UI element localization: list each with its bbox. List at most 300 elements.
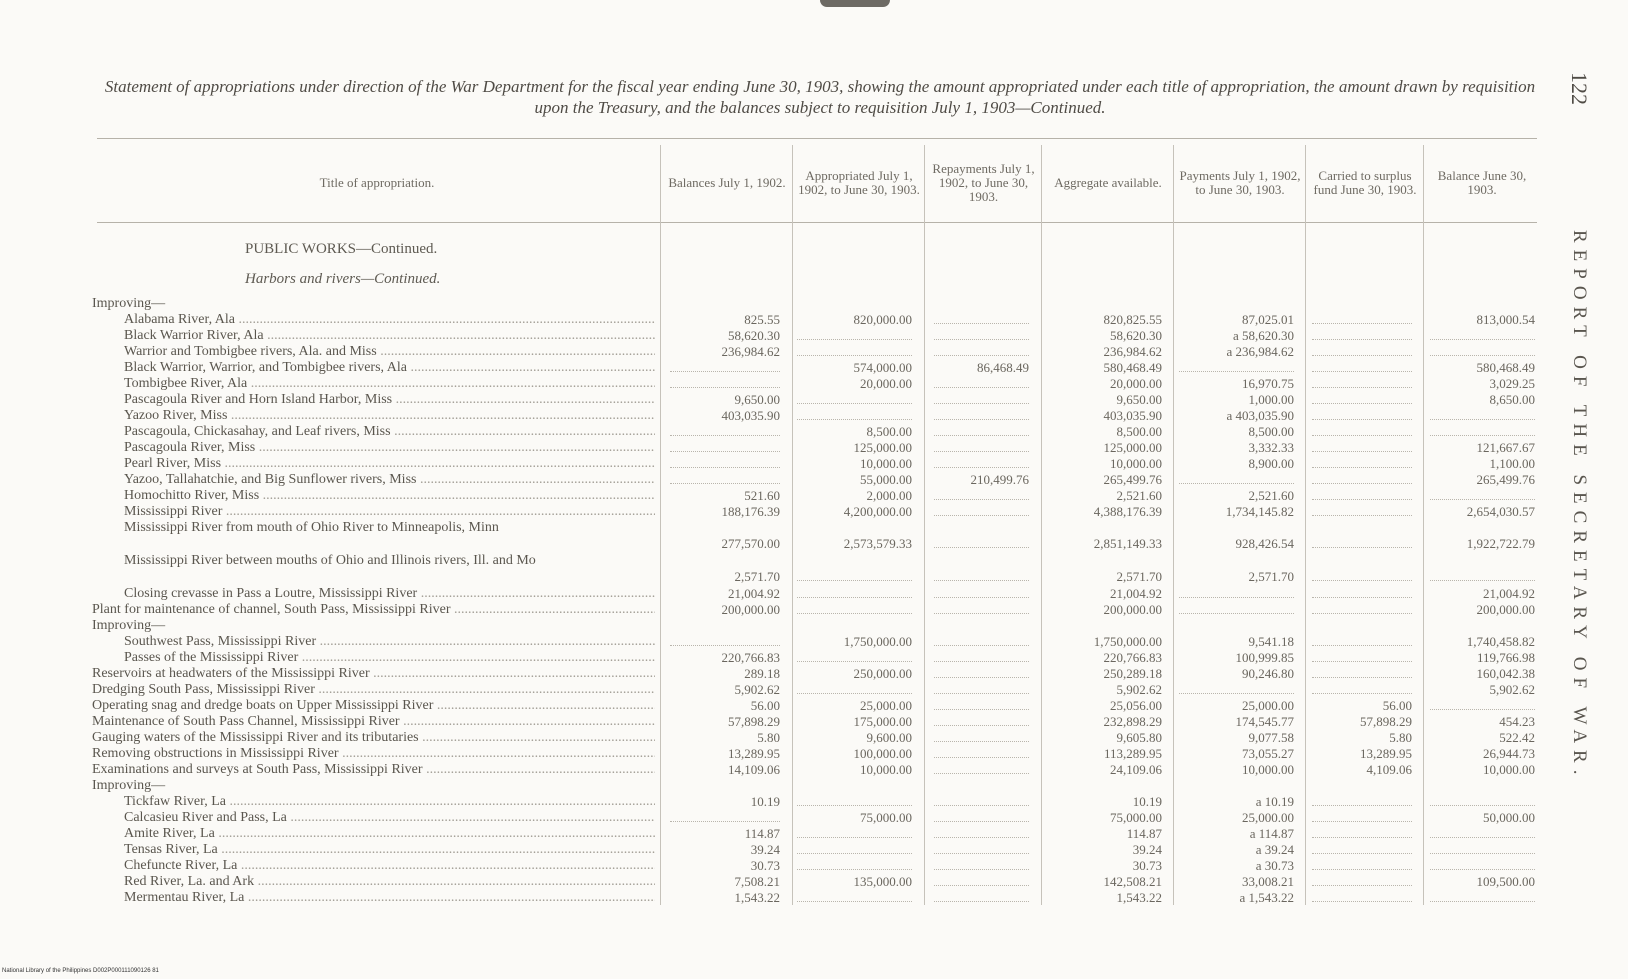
cell-col-7 — [1430, 858, 1535, 870]
cell-col-6 — [1312, 360, 1412, 372]
cell-col-5: 174,545.77 — [1235, 714, 1294, 729]
header-appropriated: Appropriated July 1, 1902, to June 30, 1903. — [798, 168, 920, 197]
cell-col-5: a 1,543.22 — [1239, 890, 1294, 905]
cell-col-4: 75,000.00 — [1110, 810, 1162, 825]
cell-col-7: 265,499.76 — [1476, 472, 1535, 487]
header-payments: Payments July 1, 1902, to June 30, 1903. — [1179, 168, 1301, 197]
cell-col-2: 25,000.00 — [860, 698, 912, 713]
row-title: Yazoo River, Miss ..... — [124, 408, 655, 424]
cell-col-6 — [1312, 536, 1412, 548]
table-row — [0, 553, 1540, 585]
cell-col-4: 1,543.22 — [1116, 890, 1162, 905]
cell-col-3 — [934, 602, 1029, 614]
cell-col-2: 10,000.00 — [860, 762, 912, 777]
cell-col-2 — [797, 602, 912, 614]
cell-col-5 — [1179, 360, 1294, 372]
header-aggregate: Aggregate available. — [1054, 175, 1162, 190]
cell-col-6: 13,289.95 — [1360, 746, 1412, 761]
cell-col-5: 8,500.00 — [1248, 424, 1294, 439]
table-row — [0, 762, 1540, 778]
cell-col-7: 10,000.00 — [1483, 762, 1535, 777]
cell-col-1: 825.55 — [744, 312, 780, 327]
table-row — [0, 698, 1540, 714]
cell-col-5: 3,332.33 — [1248, 440, 1294, 455]
row-title: Improving— — [92, 618, 166, 633]
cell-col-3 — [934, 730, 1029, 742]
cell-col-6 — [1312, 682, 1412, 694]
cell-col-5 — [1179, 586, 1294, 598]
cell-col-4: 10.19 — [1132, 794, 1162, 809]
cell-col-4: 236,984.62 — [1103, 344, 1162, 359]
cell-col-6 — [1312, 408, 1412, 420]
table-row — [0, 440, 1540, 456]
cell-col-7: 454.23 — [1499, 714, 1535, 729]
cell-col-3: 86,468.49 — [977, 360, 1029, 375]
cell-col-3 — [934, 344, 1029, 356]
cell-col-4: 403,035.90 — [1103, 408, 1162, 423]
cell-col-7: 522.42 — [1499, 730, 1535, 745]
cell-col-7: 200,000.00 — [1476, 602, 1535, 617]
section-heading: PUBLIC WORKS—Continued. — [245, 241, 438, 257]
table-row — [0, 842, 1540, 858]
cell-col-6 — [1312, 376, 1412, 388]
row-title: Pearl River, Miss ..... — [124, 456, 655, 472]
cell-col-4: 265,499.76 — [1103, 472, 1162, 487]
cell-col-1: 277,570.00 — [721, 536, 780, 551]
cell-col-2 — [797, 858, 912, 870]
table-row — [0, 874, 1540, 890]
header-surplus: Carried to surplus fund June 30, 1903. — [1313, 168, 1417, 197]
cell-col-4: 21,004.92 — [1110, 586, 1162, 601]
cell-col-3 — [934, 586, 1029, 598]
table-row — [0, 408, 1540, 424]
cell-col-2 — [797, 826, 912, 838]
table-caption: Statement of appropriations under direction of the War Department for the fiscal year ending June 30, 1903, showing the amount appropriated under each title of appropriation, the amount drawn by requisition upon the Treasury, and the balances subject to requisition July 1, 1903—Continued. — [104, 77, 1536, 117]
cell-col-4: 8,500.00 — [1116, 424, 1162, 439]
table-row — [0, 794, 1540, 810]
cell-col-2: 9,600.00 — [866, 730, 912, 745]
cell-col-5: a 403,035.90 — [1226, 408, 1294, 423]
cell-col-5: 87,025.01 — [1242, 312, 1294, 327]
cell-col-7: 109,500.00 — [1476, 874, 1535, 889]
cell-col-1 — [670, 456, 780, 468]
table-row — [0, 360, 1540, 376]
row-title: Reservoirs at headwaters of the Mississippi River ..... — [92, 666, 655, 682]
row-title: Pascagoula River, Miss ..... — [124, 440, 655, 456]
cell-col-2: 250,000.00 — [853, 666, 912, 681]
cell-col-7 — [1430, 408, 1535, 420]
cell-col-5: a 114.87 — [1249, 826, 1294, 841]
cell-col-6 — [1312, 488, 1412, 500]
cell-col-7: 121,667.67 — [1476, 440, 1535, 455]
table-row — [0, 312, 1540, 328]
cell-col-3 — [934, 456, 1029, 468]
cell-col-2: 574,000.00 — [853, 360, 912, 375]
cell-col-3 — [934, 890, 1029, 902]
cell-col-1: 5.80 — [757, 730, 780, 745]
cell-col-5: 73,055.27 — [1242, 746, 1294, 761]
cell-col-7 — [1430, 569, 1535, 581]
cell-col-5: 9,541.18 — [1248, 634, 1294, 649]
cell-col-2: 135,000.00 — [853, 874, 912, 889]
cell-col-1: 188,176.39 — [721, 504, 780, 519]
cell-col-4: 220,766.83 — [1103, 650, 1162, 665]
cell-col-2: 820,000.00 — [853, 312, 912, 327]
cell-col-3 — [934, 408, 1029, 420]
cell-col-5: a 10.19 — [1255, 794, 1294, 809]
table-row — [0, 586, 1540, 602]
cell-col-3 — [934, 682, 1029, 694]
cell-col-1: 39.24 — [750, 842, 780, 857]
cell-col-4: 232,898.29 — [1103, 714, 1162, 729]
cell-col-6 — [1312, 602, 1412, 614]
header-bottom-rule — [97, 222, 1537, 223]
cell-col-1: 220,766.83 — [721, 650, 780, 665]
cell-col-3 — [934, 762, 1029, 774]
cell-col-7: 5,902.62 — [1489, 682, 1535, 697]
row-title: Dredging South Pass, Mississippi River ..... — [92, 682, 655, 698]
table-row — [0, 666, 1540, 682]
row-title: Yazoo, Tallahatchie, and Big Sunflower rivers, Miss ..... — [124, 472, 655, 488]
cell-col-3 — [934, 440, 1029, 452]
cell-col-7: 3,029.25 — [1489, 376, 1535, 391]
cell-col-5: 25,000.00 — [1242, 810, 1294, 825]
cell-col-5: a 30.73 — [1255, 858, 1294, 873]
table-row — [0, 634, 1540, 650]
cell-col-3 — [934, 714, 1029, 726]
cell-col-1: 13,289.95 — [728, 746, 780, 761]
table-row — [0, 456, 1540, 472]
cell-col-1: 114.87 — [744, 826, 780, 841]
cell-col-7: 1,922,722.79 — [1466, 536, 1535, 551]
cell-col-2: 75,000.00 — [860, 810, 912, 825]
cell-col-1 — [670, 472, 780, 484]
table-row — [0, 650, 1540, 666]
table-row — [0, 376, 1540, 392]
table-row — [0, 504, 1540, 520]
cell-col-1 — [670, 634, 780, 646]
cell-col-5: a 39.24 — [1255, 842, 1294, 857]
cell-col-6 — [1312, 842, 1412, 854]
scan-footer: National Library of the Philippines D002P000111090126 81 — [2, 968, 159, 974]
cell-col-6: 4,109.06 — [1366, 762, 1412, 777]
cell-col-6 — [1312, 392, 1412, 404]
cell-col-3 — [934, 666, 1029, 678]
cell-col-4: 5,902.62 — [1116, 682, 1162, 697]
cell-col-3 — [934, 746, 1029, 758]
cell-col-2: 175,000.00 — [853, 714, 912, 729]
header-repayments: Repayments July 1, 1902, to June 30, 1903. — [932, 161, 1035, 204]
table-row — [0, 810, 1540, 826]
cell-col-6 — [1312, 650, 1412, 662]
row-title: Removing obstructions in Mississippi River ..... — [92, 746, 655, 762]
cell-col-2: 55,000.00 — [860, 472, 912, 487]
cell-col-1: 1,543.22 — [734, 890, 780, 905]
cell-col-3 — [934, 810, 1029, 822]
running-title: REPORT OF THE SECRETARY OF WAR. — [1569, 230, 1590, 782]
row-title: Passes of the Mississippi River ..... — [124, 650, 655, 666]
table-row — [0, 328, 1540, 344]
cell-col-6 — [1312, 569, 1412, 581]
cell-col-4: 39.24 — [1132, 842, 1162, 857]
cell-col-2 — [797, 890, 912, 902]
cell-col-5: 10,000.00 — [1242, 762, 1294, 777]
row-title: Black Warrior, Warrior, and Tombigbee rivers, Ala ..... — [124, 360, 655, 376]
table-row — [0, 746, 1540, 762]
cell-col-5: 100,999.85 — [1235, 650, 1294, 665]
cell-col-4: 200,000.00 — [1103, 602, 1162, 617]
cell-col-6 — [1312, 472, 1412, 484]
cell-col-4: 580,468.49 — [1103, 360, 1162, 375]
table-row — [0, 858, 1540, 874]
cell-col-3 — [934, 826, 1029, 838]
cell-col-1: 200,000.00 — [721, 602, 780, 617]
cell-col-2 — [797, 392, 912, 404]
cell-col-5: 1,734,145.82 — [1225, 504, 1294, 519]
cell-col-5: 2,571.70 — [1248, 569, 1294, 584]
cell-col-5: 928,426.54 — [1235, 536, 1294, 551]
row-title: Pascagoula River and Horn Island Harbor, Miss ..... — [124, 392, 655, 408]
cell-col-6: 56.00 — [1382, 698, 1412, 713]
cell-col-4: 9,605.80 — [1116, 730, 1162, 745]
cell-col-4: 2,851,149.33 — [1093, 536, 1162, 551]
row-title: Mermentau River, La ..... — [124, 890, 655, 906]
cell-col-6 — [1312, 810, 1412, 822]
row-title: Plant for maintenance of channel, South Pass, Mississippi River ..... — [92, 602, 655, 618]
row-title: Tensas River, La ..... — [124, 842, 655, 858]
cell-col-1: 7,508.21 — [734, 874, 780, 889]
row-title: Southwest Pass, Mississippi River ..... — [124, 634, 655, 650]
cell-col-5 — [1179, 682, 1294, 694]
cell-col-5: 9,077.58 — [1248, 730, 1294, 745]
cell-col-7: 2,654,030.57 — [1466, 504, 1535, 519]
cell-col-2 — [797, 682, 912, 694]
cell-col-1: 521.60 — [744, 488, 780, 503]
cell-col-5: a 236,984.62 — [1226, 344, 1294, 359]
cell-col-6 — [1312, 504, 1412, 516]
cell-col-2 — [797, 842, 912, 854]
cell-col-7 — [1430, 794, 1535, 806]
cell-col-3 — [934, 504, 1029, 516]
table-row — [0, 424, 1540, 440]
cell-col-7: 813,000.54 — [1476, 312, 1535, 327]
cell-col-6 — [1312, 344, 1412, 356]
cell-col-7 — [1430, 890, 1535, 902]
cell-col-2: 10,000.00 — [860, 456, 912, 471]
cell-col-4: 2,521.60 — [1116, 488, 1162, 503]
cell-col-4: 30.73 — [1132, 858, 1162, 873]
cell-col-2: 1,750,000.00 — [843, 634, 912, 649]
row-title: Closing crevasse in Pass a Loutre, Mississippi River ..... — [124, 586, 655, 602]
cell-col-7: 50,000.00 — [1483, 810, 1535, 825]
cell-col-5: 16,970.75 — [1242, 376, 1294, 391]
cell-col-3 — [934, 634, 1029, 646]
cell-col-2 — [797, 328, 912, 340]
cell-col-1: 57,898.29 — [728, 714, 780, 729]
table-row — [0, 778, 1540, 794]
cell-col-1: 403,035.90 — [721, 408, 780, 423]
cell-col-6 — [1312, 328, 1412, 340]
cell-col-4: 24,109.06 — [1110, 762, 1162, 777]
cell-col-7 — [1430, 826, 1535, 838]
cell-col-7: 8,650.00 — [1489, 392, 1535, 407]
row-title: Homochitto River, Miss ..... — [124, 488, 655, 504]
row-title: Improving— — [92, 296, 166, 311]
cell-col-4: 58,620.30 — [1110, 328, 1162, 343]
header-title: Title of appropriation. — [319, 175, 435, 190]
cell-col-6 — [1312, 440, 1412, 452]
cell-col-4: 25,056.00 — [1110, 698, 1162, 713]
page-number: 122 — [1567, 72, 1592, 105]
table-row — [0, 472, 1540, 488]
cell-col-3: 210,499.76 — [970, 472, 1029, 487]
cell-col-2 — [797, 794, 912, 806]
cell-col-2 — [797, 408, 912, 420]
row-title: Alabama River, Ala ..... — [124, 312, 655, 328]
row-title: Black Warrior River, Ala ..... — [124, 328, 655, 344]
cell-col-3 — [934, 569, 1029, 581]
cell-col-1 — [670, 376, 780, 388]
table-row — [0, 392, 1540, 408]
row-title: Tombigbee River, Ala ..... — [124, 376, 655, 392]
row-title: Calcasieu River and Pass, La ..... — [124, 810, 655, 826]
cell-col-1: 236,984.62 — [721, 344, 780, 359]
table-row — [0, 682, 1540, 698]
cell-col-1: 30.73 — [750, 858, 780, 873]
cell-col-3 — [934, 650, 1029, 662]
cell-col-5 — [1179, 602, 1294, 614]
cell-col-1: 9,650.00 — [734, 392, 780, 407]
row-title: Operating snag and dredge boats on Upper Mississippi River ..... — [92, 698, 655, 714]
cell-col-6 — [1312, 424, 1412, 436]
cell-col-1 — [670, 360, 780, 372]
cell-col-5: a 58,620.30 — [1232, 328, 1294, 343]
row-title: Mississippi River between mouths of Ohio and Illinois rivers, Ill. and Mo — [124, 553, 536, 568]
cell-col-5 — [1179, 472, 1294, 484]
binding-shadow — [820, 0, 890, 7]
cell-col-1: 21,004.92 — [728, 586, 780, 601]
cell-col-3 — [934, 392, 1029, 404]
cell-col-2: 2,000.00 — [866, 488, 912, 503]
cell-col-6 — [1312, 794, 1412, 806]
cell-col-3 — [934, 424, 1029, 436]
row-title: Mississippi River from mouth of Ohio River to Minneapolis, Minn — [124, 520, 499, 535]
cell-col-7: 21,004.92 — [1483, 586, 1535, 601]
cell-col-7: 1,740,458.82 — [1466, 634, 1535, 649]
cell-col-1: 58,620.30 — [728, 328, 780, 343]
cell-col-2: 4,200,000.00 — [843, 504, 912, 519]
cell-col-2: 100,000.00 — [853, 746, 912, 761]
row-title: Pascagoula, Chickasahay, and Leaf rivers, Miss ..... — [124, 424, 655, 440]
cell-col-2 — [797, 650, 912, 662]
cell-col-1: 289.18 — [744, 666, 780, 681]
row-title: Red River, La. and Ark ..... — [124, 874, 655, 890]
cell-col-6 — [1312, 890, 1412, 902]
cell-col-3 — [934, 794, 1029, 806]
table-row — [0, 730, 1540, 746]
cell-col-1: 2,571.70 — [734, 569, 780, 584]
cell-col-6 — [1312, 634, 1412, 646]
row-title: Mississippi River ..... — [124, 504, 655, 520]
cell-col-6 — [1312, 666, 1412, 678]
cell-col-5: 1,000.00 — [1248, 392, 1294, 407]
cell-col-4: 9,650.00 — [1116, 392, 1162, 407]
cell-col-6 — [1312, 874, 1412, 886]
row-title: Maintenance of South Pass Channel, Mississippi River ..... — [92, 714, 655, 730]
cell-col-7: 580,468.49 — [1476, 360, 1535, 375]
row-title: Tickfaw River, La ..... — [124, 794, 655, 810]
subsection-heading: Harbors and rivers—Continued. — [245, 271, 441, 287]
cell-col-3 — [934, 874, 1029, 886]
table-row — [0, 344, 1540, 360]
cell-col-4: 20,000.00 — [1110, 376, 1162, 391]
cell-col-5: 8,900.00 — [1248, 456, 1294, 471]
row-title: Gauging waters of the Mississippi River and its tributaries ..... — [92, 730, 655, 746]
table-row — [0, 602, 1540, 618]
cell-col-6: 57,898.29 — [1360, 714, 1412, 729]
cell-col-5: 25,000.00 — [1242, 698, 1294, 713]
cell-col-5: 33,008.21 — [1242, 874, 1294, 889]
cell-col-1: 10.19 — [750, 794, 780, 809]
cell-col-4: 142,508.21 — [1103, 874, 1162, 889]
cell-col-6: 5.80 — [1389, 730, 1412, 745]
cell-col-4: 10,000.00 — [1110, 456, 1162, 471]
cell-col-2: 2,573,579.33 — [843, 536, 912, 551]
table-row — [0, 520, 1540, 552]
cell-col-1 — [670, 440, 780, 452]
cell-col-6 — [1312, 858, 1412, 870]
row-title: Warrior and Tombigbee rivers, Ala. and Miss ..... — [124, 344, 655, 360]
cell-col-6 — [1312, 826, 1412, 838]
row-title: Improving— — [92, 778, 166, 793]
header-balance: Balance June 30, 1903. — [1437, 168, 1527, 197]
cell-col-1: 5,902.62 — [734, 682, 780, 697]
cell-col-7: 26,944.73 — [1483, 746, 1535, 761]
table-row — [0, 618, 1540, 634]
cell-col-7: 119,766.98 — [1476, 650, 1535, 665]
cell-col-7 — [1430, 328, 1535, 340]
cell-col-2: 125,000.00 — [853, 440, 912, 455]
cell-col-2 — [797, 344, 912, 356]
cell-col-7: 160,042.38 — [1476, 666, 1535, 681]
cell-col-3 — [934, 328, 1029, 340]
cell-col-4: 1,750,000.00 — [1093, 634, 1162, 649]
cell-col-6 — [1312, 586, 1412, 598]
table-row — [0, 296, 1540, 312]
cell-col-1 — [670, 810, 780, 822]
cell-col-6 — [1312, 312, 1412, 324]
cell-col-7 — [1430, 842, 1535, 854]
cell-col-7 — [1430, 698, 1535, 710]
cell-col-2: 8,500.00 — [866, 424, 912, 439]
cell-col-7 — [1430, 488, 1535, 500]
row-title: Examinations and surveys at South Pass, Mississippi River ..... — [92, 762, 655, 778]
cell-col-3 — [934, 488, 1029, 500]
cell-col-2 — [797, 569, 912, 581]
cell-col-7 — [1430, 424, 1535, 436]
table-row — [0, 826, 1540, 842]
cell-col-3 — [934, 536, 1029, 548]
cell-col-4: 250,289.18 — [1103, 666, 1162, 681]
cell-col-1: 14,109.06 — [728, 762, 780, 777]
cell-col-5: 90,246.80 — [1242, 666, 1294, 681]
row-title: Amite River, La ..... — [124, 826, 655, 842]
row-title: Chefuncte River, La ..... — [124, 858, 655, 874]
table-top-rule — [97, 138, 1537, 139]
cell-col-2: 20,000.00 — [860, 376, 912, 391]
cell-col-4: 113,289.95 — [1103, 746, 1162, 761]
table-row — [0, 714, 1540, 730]
